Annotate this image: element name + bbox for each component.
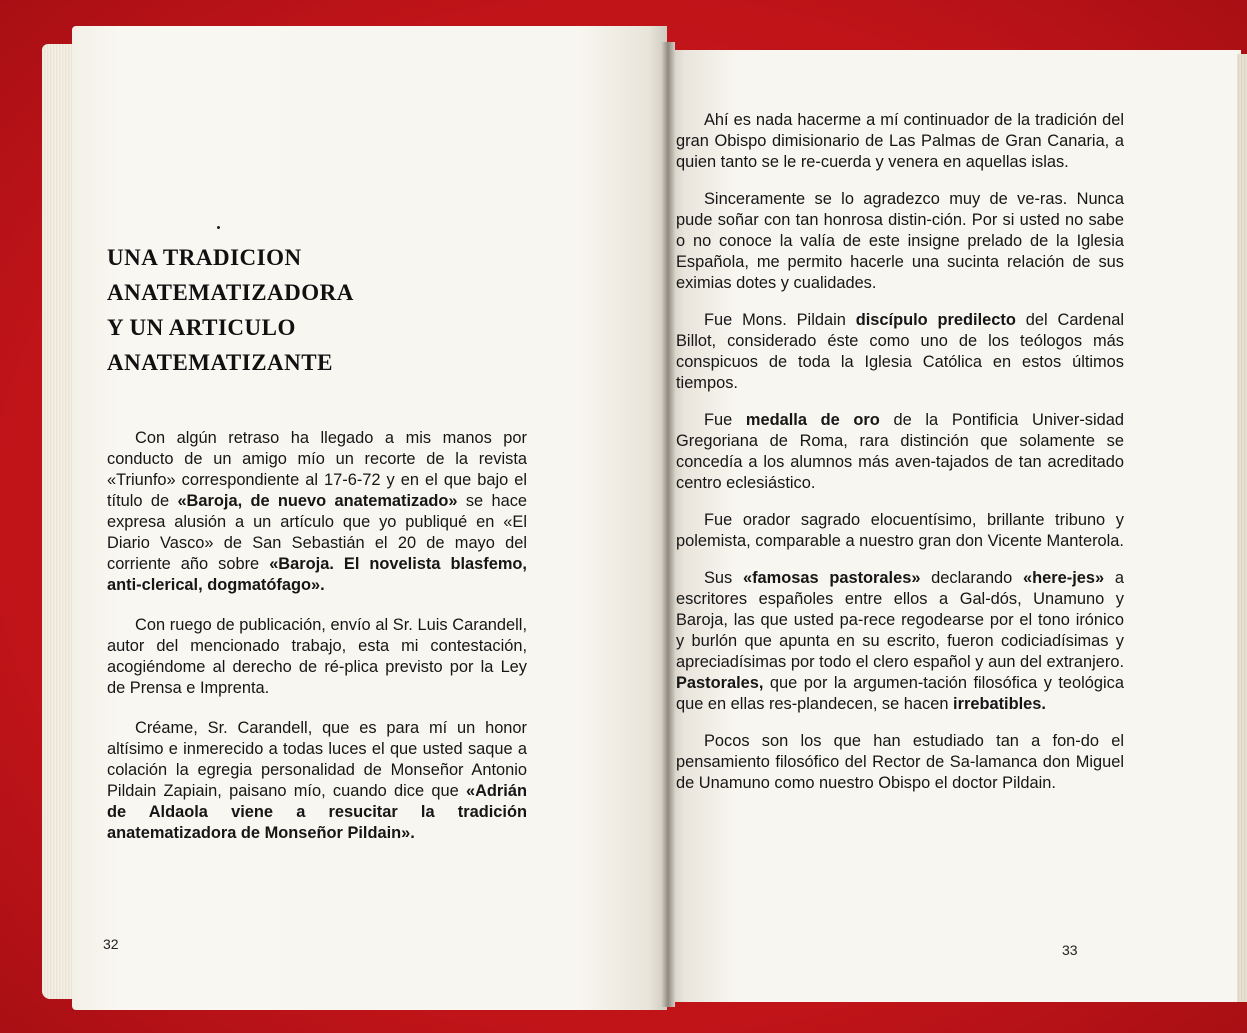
paragraph [676,410,1124,494]
paragraph: Con ruego de publicación, envío al Sr. Luis Carandell, autor del mencionado trabajo, esta mi contestación, acogiéndome al derecho de ré-plica previsto por la Ley de Prensa e Imprenta. [107,616,527,697]
paragraph [107,428,527,596]
paragraph [107,718,527,844]
paragraph: Sinceramente se lo agradezco muy de ve-ras. Nunca pude soñar con tan honrosa distin-ción. Por si usted no sabe o no conoce la valía de este insigne prelado de la Iglesia Española, me permito hacerle una sucinta relación de sus eximias dotes y cualidades. [676,190,1124,292]
ink-dot [217,226,220,229]
heading-line: ANATEMATIZANTE [107,350,333,375]
book-gutter [661,42,675,1007]
left-page-body [107,428,527,863]
bold-run: «Baroja, de nuevo anatematizado» [177,492,458,510]
paragraph [676,310,1124,394]
text-run: que por la argumen-tación filosófica y teológica que en ellas res-plandecen, se hacen [676,674,1124,713]
text-run: a escritores españoles entre ellos a Gal-dós, Unamuno y Baroja, las que usted pa-rece regodearse por el tono irónico y burlón que apunta en su escrito, fueron codiciadísimas y apreciadísimas por todo el clero español y aun del extranjero. [676,569,1124,671]
heading-line: Y UN ARTICULO [107,315,296,340]
bold-run: Pastorales, [676,674,764,692]
text-run: Fue [704,411,746,429]
bold-run: «famosas pastorales» [742,569,921,587]
heading-line: UNA TRADICION [107,245,302,270]
bold-run: «here-jes» [1023,569,1105,587]
bold-run: «Adrián de Aldaola viene a resucitar la tradición anatematizadora de Monseñor Pildain». [107,782,527,842]
text-run: Créame, Sr. Carandell, que es para mí un honor altísimo e inmerecido a todas luces el que usted saque a colación la egregia personalidad de Monseñor Antonio Pildain Zapiain, paisano mío, cuando dice que [107,719,527,800]
text-run: se hace expresa alusión a un artículo que yo publiqué en «El Diario Vasco» de San Sebastián el 20 de mayo del corriente año sobre [107,492,527,573]
bold-run: «Baroja. El novelista blasfemo, anti-clerical, dogmatófago». [107,555,527,594]
right-page-edge [1237,54,1247,1002]
paragraph [676,568,1124,715]
heading-line: ANATEMATIZADORA [107,280,354,305]
bold-run: discípulo predilecto [855,311,1016,329]
paragraph: Ahí es nada hacerme a mí continuador de la tradición del gran Obispo dimisionario de Las Palmas de Gran Canaria, a quien tanto se le re-cuerda y venera en aquellas islas. [676,111,1124,171]
text-run: Fue Mons. Pildain [704,311,856,329]
paragraph: Fue orador sagrado elocuentísimo, brillante tribuno y polemista, comparable a nuestro gran don Vicente Manterola. [676,511,1124,550]
text-run: del Cardenal Billot, considerado éste como uno de los teólogos más conspicuos de toda la Iglesia Católica en estos últimos tiempos. [676,311,1125,392]
text-run: declarando [920,569,1024,587]
chapter-heading [107,240,527,380]
page-number-left: 32 [103,936,119,952]
bold-run: medalla de oro [745,411,880,429]
text-run: Con algún retraso ha llegado a mis manos por conducto de un amigo mío un recorte de la revista «Triunfo» correspondiente al 17-6-72 y en el que bajo el título de [107,429,527,510]
page-number-right: 33 [1062,942,1078,958]
text-run: Sus [704,569,743,587]
text-run: de la Pontificia Univer-sidad Gregoriana de Roma, rara distinción que solamente se concedía a los alumnos más aven-tajados de tan acreditado centro eclesiástico. [676,411,1124,492]
right-page-body [676,110,1124,810]
bold-run: irrebatibles. [953,695,1046,713]
paragraph: Pocos son los que han estudiado tan a fon-do el pensamiento filosófico del Rector de Sa-lamanca don Miguel de Unamuno como nuestro Obispo el doctor Pildain. [676,732,1124,792]
